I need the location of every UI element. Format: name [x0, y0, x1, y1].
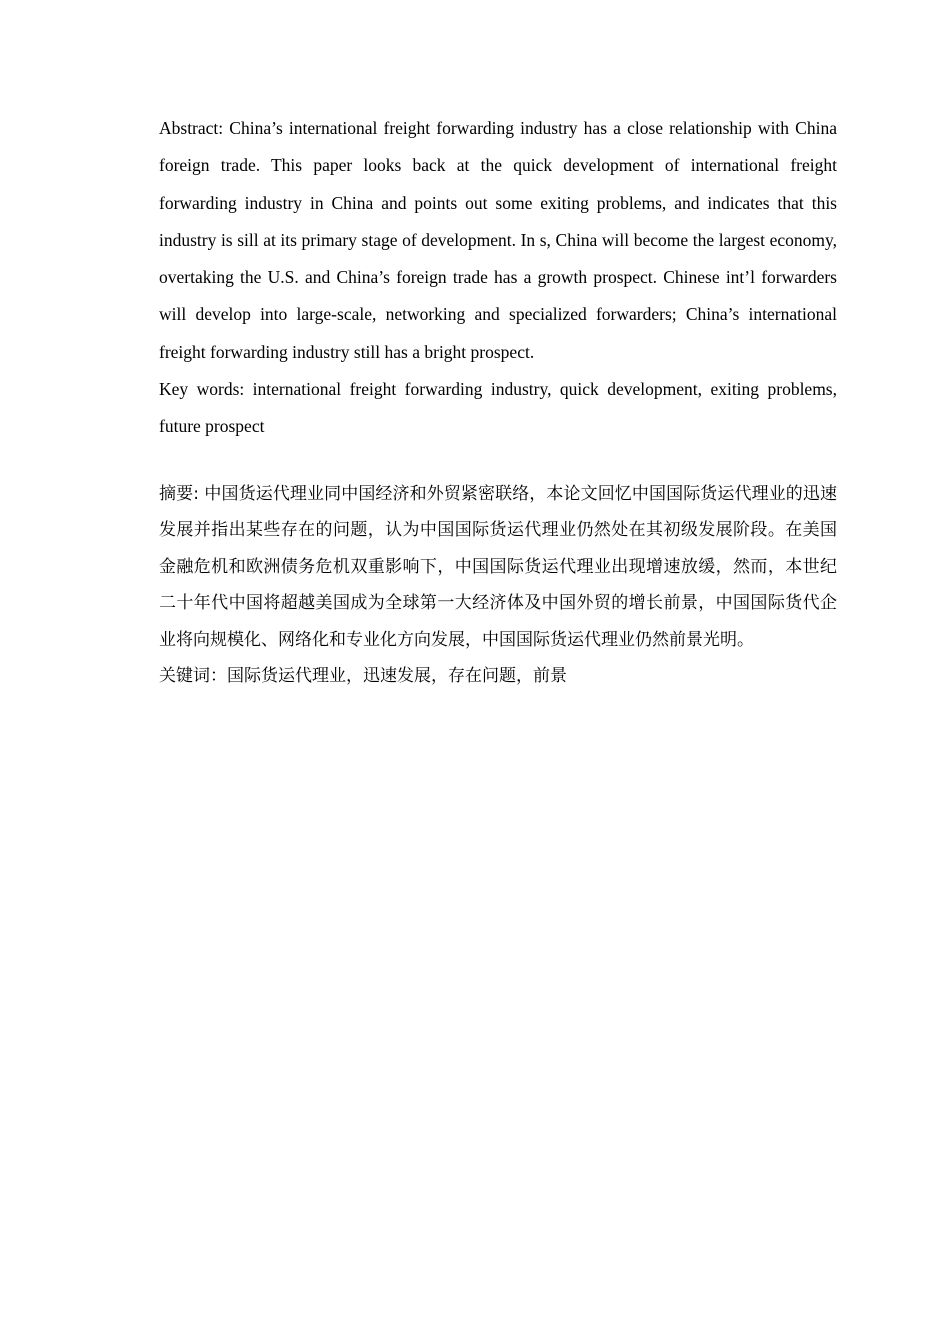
document-page [159, 110, 837, 695]
english-abstract-section [159, 110, 837, 446]
chinese-abstract-section [159, 476, 837, 695]
english-keywords: Key words: international freight forwarding industry, quick development, exiting problems, future prospect [159, 379, 837, 437]
chinese-abstract-paragraph: 摘要: 中国货运代理业同中国经济和外贸紧密联络，本论文回忆中国国际货运代理业的迅速发展并指出某些存在的问题，认为中国国际货运代理业仍然处在其初级发展阶段。在美国金融危机和欧洲债务危机双重影响下，中国国际货运代理业出现增速放缓，然而，本世纪二十年代中国将超越美国成为全球第一大经济体及中国外贸的增长前景，中国国际货代企业将向规模化、网络化和专业化方向发展，中国国际货运代理业仍然前景光明。 [159, 483, 837, 650]
english-abstract-paragraph: Abstract: China’s international freight forwarding industry has a close relationship with China foreign trade. This paper looks back at the quick development of international freight forwarding industry in China and points out some exiting problems, and indicates that this industry is sill at its primary stage of development. In s, China will become the largest economy, overtaking the U.S. and China’s foreign trade has a growth prospect. Chinese int’l forwarders will develop into large-scale, networking and specialized forwarders; China’s international freight forwarding industry still has a bright prospect. [159, 118, 837, 362]
chinese-keywords: 关键词：国际货运代理业，迅速发展，存在问题，前景 [159, 666, 567, 687]
